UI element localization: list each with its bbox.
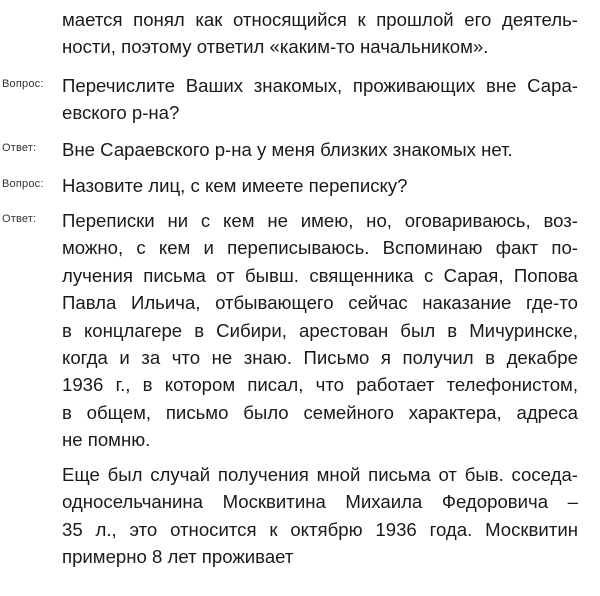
text-line: Вне Сараевского р-на у меня близких знакомых нет. bbox=[62, 139, 513, 160]
text-line: когда и за что не знаю. Письмо я получил в декабре bbox=[62, 347, 578, 369]
text-line: лучения письма от бывш. священника с Сарая, Попова bbox=[62, 264, 578, 286]
speaker-label-question: Вопрос: bbox=[2, 78, 44, 90]
text-line: Назовите лиц, с кем имеете переписку? bbox=[62, 175, 408, 196]
speaker-label-answer: Ответ: bbox=[2, 142, 37, 154]
text-line: не помню. bbox=[62, 429, 151, 451]
answer-text bbox=[62, 207, 578, 454]
text-line: примерно 8 лет проживает bbox=[62, 546, 294, 568]
speaker-label-answer: Ответ: bbox=[2, 213, 37, 225]
text-line: 1936 г., в котором писал, что работает телефонистом, bbox=[62, 374, 578, 396]
question-text bbox=[62, 172, 578, 199]
text-line: Переписки ни с кем не имею, но, оговариваюсь, воз- bbox=[62, 210, 578, 231]
text-line: односельчанина Москвитина Михаила Федоровича – bbox=[62, 491, 578, 513]
text-line: в концлагере в Сибири, арестован был в Мичуринске, bbox=[62, 319, 578, 341]
question-text bbox=[62, 72, 578, 127]
continuation-text bbox=[62, 6, 578, 61]
text-line: евского р-на? bbox=[62, 102, 180, 124]
text-line: мается понял как относящийся к прошлой его деятель- bbox=[62, 9, 578, 30]
answer-text bbox=[62, 136, 578, 163]
text-line: 35 л., это относится к октябрю 1936 года. Москвитин bbox=[62, 518, 578, 540]
text-line: в общем, письмо было семейного характера, адреса bbox=[62, 401, 578, 423]
text-line: ности, поэтому ответил «каким-то начальником». bbox=[62, 36, 489, 58]
text-line: Перечислите Ваших знакомых, проживающих вне Сара- bbox=[62, 75, 578, 96]
speaker-label-question: Вопрос: bbox=[2, 178, 44, 190]
text-line: Еще был случай получения мной письма от быв. соседа- bbox=[62, 464, 578, 485]
text-line: можно, с кем и переписываюсь. Вспоминаю факт по- bbox=[62, 237, 578, 259]
text-line: Павла Ильича, отбывающего сейчас наказание где-то bbox=[62, 292, 578, 314]
paragraph-text bbox=[62, 461, 578, 571]
